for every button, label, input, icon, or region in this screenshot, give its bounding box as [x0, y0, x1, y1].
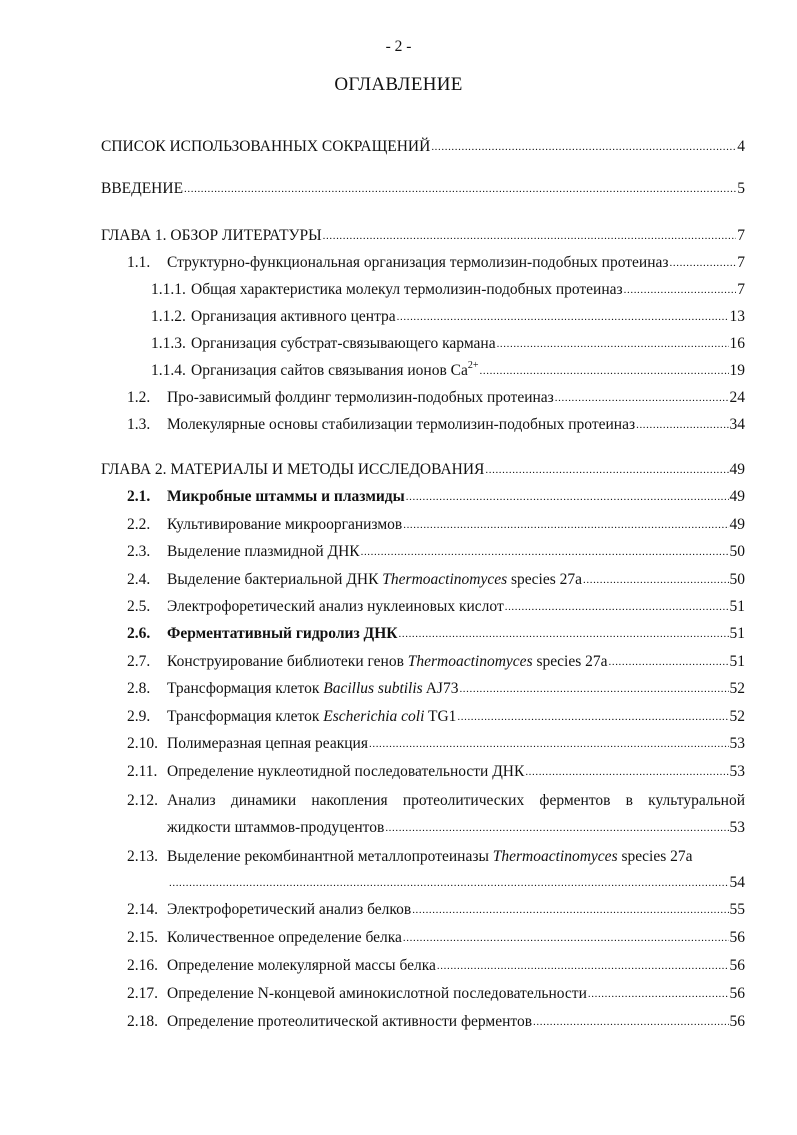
toc-page-number: 5 — [737, 180, 745, 197]
toc-page-number: 56 — [729, 929, 745, 946]
toc-entry-2-5[interactable]: 2.5. Электрофоретический анализ нуклеиновых кислот ..... 51 — [127, 596, 745, 618]
toc-page-number: 56 — [729, 985, 745, 1002]
toc-page-number: 54 — [729, 874, 745, 891]
toc-page-number: 55 — [729, 901, 745, 918]
toc-page-number: 49 — [729, 461, 745, 478]
toc-entry-2-17[interactable]: 2.17. Определение N-концевой аминокислотной последовательности ..... 56 — [127, 983, 745, 1005]
toc-entry-2-18[interactable]: 2.18. Определение протеолитической активности ферментов ..... 56 — [127, 1011, 745, 1033]
toc-entry-1-3[interactable]: 1.3. Молекулярные основы стабилизации термолизин-подобных протеиназ ..... 34 — [127, 414, 745, 436]
toc-page-number: 4 — [737, 138, 745, 155]
toc-page-number: 53 — [729, 819, 745, 836]
toc-page-number: 52 — [729, 680, 745, 697]
toc-page-number: 16 — [729, 335, 745, 352]
toc-entry-2-3[interactable]: 2.3. Выделение плазмидной ДНК ..... 50 — [127, 541, 745, 563]
toc-page-number: 34 — [729, 416, 745, 433]
toc-page-number: 24 — [729, 389, 745, 406]
toc-page-number: 50 — [729, 571, 745, 588]
toc-page-number: 51 — [729, 653, 745, 670]
toc-title: ОГЛАВЛЕНИЕ — [334, 74, 463, 95]
toc-page-number: 51 — [729, 598, 745, 615]
toc-page-number: 56 — [729, 1013, 745, 1030]
toc-entry-2-7[interactable]: 2.7. Конструирование библиотеки генов Thermoactinomyces species 27a ..... 51 — [127, 651, 745, 673]
toc-entry-2-9[interactable]: 2.9. Трансформация клеток Escherichia coli TG1 ..... 52 — [127, 706, 745, 728]
toc-entry-1-2[interactable]: 1.2. Про-зависимый фолдинг термолизин-подобных протеиназ ..... 24 — [127, 387, 745, 409]
toc-entry-abbreviations[interactable]: СПИСОК ИСПОЛЬЗОВАННЫХ СОКРАЩЕНИЙ ..... 4 — [101, 136, 745, 158]
toc-page-number: 53 — [729, 735, 745, 752]
toc-entry-2-2[interactable]: 2.2. Культивирование микроорганизмов ..... 49 — [127, 514, 745, 536]
toc-entry-1-1-2[interactable]: 1.1.2. Организация активного центра ..... 13 — [151, 306, 745, 328]
organism-name: Thermoactinomyces — [407, 653, 533, 670]
toc-entry-2-6[interactable]: 2.6. Ферментативный гидролиз ДНК ..... 51 — [127, 623, 745, 645]
toc-page-number: 52 — [729, 708, 745, 725]
toc-entry-2-10[interactable]: 2.10. Полимеразная цепная реакция ..... 53 — [127, 733, 745, 755]
toc-entry-2-11[interactable]: 2.11. Определение нуклеотидной последовательности ДНК ..... 53 — [127, 761, 745, 783]
toc-page-number: 49 — [729, 516, 745, 533]
toc-entry-1-1-3[interactable]: 1.1.3. Организация субстрат-связывающего кармана ..... 16 — [151, 333, 745, 355]
organism-name: Bacillus subtilis — [323, 680, 423, 697]
toc-page-number: 53 — [729, 763, 745, 780]
toc-page-number: 50 — [729, 543, 745, 560]
organism-name: Escherichia coli — [323, 708, 425, 725]
toc-entry-2-13[interactable]: 2.13. Выделение рекомбинантной металлопротеиназы Thermoactinomyces species 27a — [127, 848, 693, 865]
toc-page-number: 51 — [729, 625, 745, 642]
organism-name: Thermoactinomyces — [382, 571, 508, 588]
toc-entry-2-12-continued[interactable]: жидкости штаммов-продуцентов ..... 53 — [167, 817, 745, 839]
toc-entry-chapter-1[interactable]: ГЛАВА 1. ОБЗОР ЛИТЕРАТУРЫ ..... 7 — [101, 225, 745, 247]
toc-page-number: 49 — [729, 488, 745, 505]
page-number: - 2 - — [385, 38, 412, 55]
toc-entry-introduction[interactable]: ВВЕДЕНИЕ ..... 5 — [101, 178, 745, 200]
toc-entry-2-16[interactable]: 2.16. Определение молекулярной массы белка ..... 56 — [127, 955, 745, 977]
toc-entry-1-1[interactable]: 1.1. Структурно-функциональная организация термолизин-подобных протеиназ ..... 7 — [127, 252, 745, 274]
toc-page-number: 7 — [737, 254, 745, 271]
toc-entry-chapter-2[interactable]: ГЛАВА 2. МАТЕРИАЛЫ И МЕТОДЫ ИССЛЕДОВАНИЯ ..... 49 — [101, 459, 745, 481]
toc-entry-2-4[interactable]: 2.4. Выделение бактериальной ДНК Thermoactinomyces species 27a ..... 50 — [127, 569, 745, 591]
toc-page-number: 13 — [729, 308, 745, 325]
toc-page-number: 7 — [737, 281, 745, 298]
toc-page-number: 7 — [737, 227, 745, 244]
toc-entry-1-1-4[interactable]: 1.1.4. Организация сайтов связывания ионов $Ca^{2+}$ ..... 19 — [151, 360, 745, 382]
toc-entry-2-8[interactable]: 2.8. Трансформация клеток Bacillus subtilis AJ73 ..... 52 — [127, 678, 745, 700]
toc-entry-2-1[interactable]: 2.1. Микробные штаммы и плазмиды ..... 49 — [127, 486, 745, 508]
toc-entry-2-12[interactable]: 2.12. Анализ динамики накопления протеолитических ферментов в культуральной — [127, 792, 745, 809]
organism-name: Thermoactinomyces — [492, 848, 618, 865]
toc-page-number: 19 — [729, 362, 745, 379]
toc-entry-2-13-leader[interactable] — [168, 872, 745, 894]
toc-page-number: 56 — [729, 957, 745, 974]
toc-entry-1-1-1[interactable]: 1.1.1. Общая характеристика молекул термолизин-подобных протеиназ ..... 7 — [151, 279, 745, 301]
toc-entry-2-14[interactable]: 2.14. Электрофоретический анализ белков ..... 55 — [127, 899, 745, 921]
superscript-charge: 2+ — [467, 360, 479, 371]
toc-entry-2-15[interactable]: 2.15. Количественное определение белка ..... 56 — [127, 927, 745, 949]
